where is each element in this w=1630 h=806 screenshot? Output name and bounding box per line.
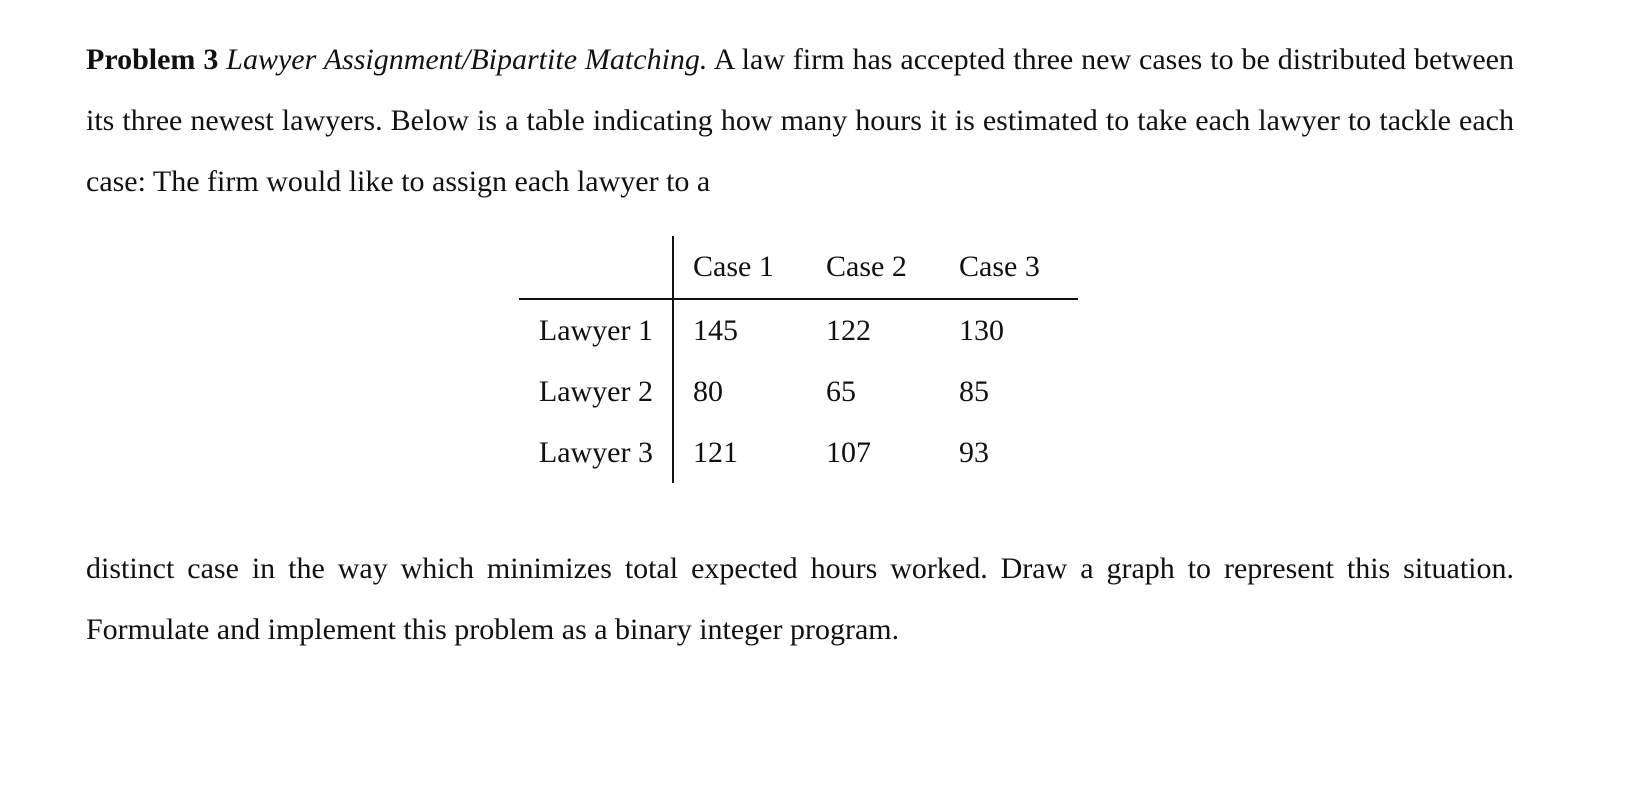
- table-cell: 130: [959, 313, 1004, 347]
- table-cell: 107: [826, 435, 871, 469]
- table-header-row: [519, 236, 1078, 299]
- row-label-lawyer-3: Lawyer 3: [519, 422, 673, 483]
- table-cell: 85: [959, 374, 989, 408]
- column-header-case-2: Case 2: [807, 236, 940, 299]
- table-row: [519, 422, 1078, 483]
- problem-subtitle: Lawyer Assignment/Bipartite Matching.: [226, 43, 708, 76]
- row-label-lawyer-2: Lawyer 2: [519, 361, 673, 422]
- table-corner-cell: [519, 236, 673, 299]
- problem-paragraph-outro: [86, 538, 1514, 660]
- column-header-case-3: Case 3: [940, 236, 1078, 299]
- table-cell: 122: [826, 313, 871, 347]
- problem-label: Problem 3: [86, 43, 219, 76]
- hours-table: [519, 236, 1078, 483]
- table-cell: 65: [826, 374, 856, 408]
- table-row: [519, 299, 1078, 361]
- column-header-case-1: Case 1: [673, 236, 807, 299]
- problem-paragraph-intro: [86, 29, 1514, 212]
- problem-intro-text: A law firm has accepted three new cases to be distributed between its three newest lawyers. Below is a table indicating how many hours it is estimated to take each lawyer to tackle each case: The firm would like to assign each lawyer to a: [86, 43, 1514, 198]
- table-cell: 93: [959, 435, 989, 469]
- table-row: [519, 361, 1078, 422]
- table-cell: 145: [693, 313, 738, 347]
- table-cell: 80: [693, 374, 723, 408]
- row-label-lawyer-1: Lawyer 1: [519, 299, 673, 361]
- problem-outro-text: distinct case in the way which minimizes total expected hours worked. Draw a graph to represent this situation. Formulate and implement this problem as a binary integer program.: [86, 552, 1514, 646]
- table-cell: 121: [693, 435, 738, 469]
